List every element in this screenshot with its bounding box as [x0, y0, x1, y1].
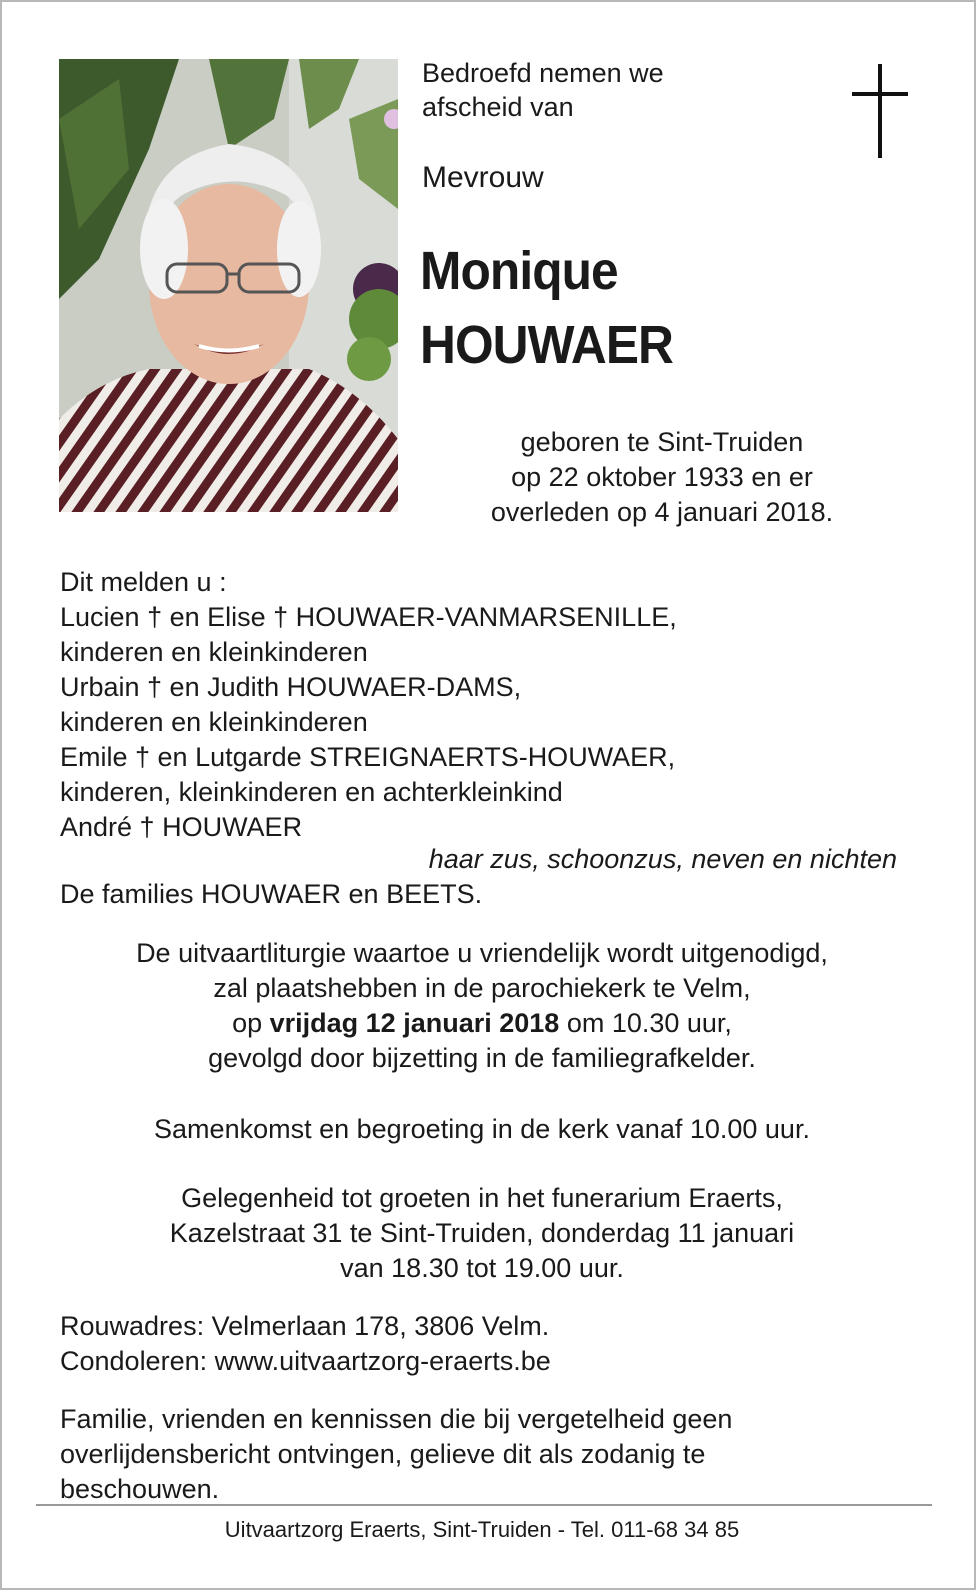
condolence-link[interactable]: Condoleren: www.uitvaartzorg-eraerts.be: [60, 1346, 551, 1376]
notice-line-3: beschouwen.: [60, 1474, 220, 1504]
liturgy-date: vrijdag 12 januari 2018: [269, 1008, 560, 1038]
liturgy-line-4: gevolgd door bijzetting in de familiegrafkelder.: [208, 1043, 756, 1073]
liturgy-time: om 10.30 uur,: [566, 1008, 732, 1038]
deceased-name: [420, 234, 673, 382]
portrait-photo: [59, 59, 398, 512]
viewing-info: [2, 1181, 962, 1286]
viewing-line-1: Gelegenheid tot groeten in het funerarium Eraerts,: [181, 1183, 783, 1213]
family-line: Urbain † en Judith HOUWAER-DAMS,: [60, 672, 522, 702]
liturgy-line-1: De uitvaartliturgie waartoe u vriendelijk wordt uitgenodigd,: [136, 938, 828, 968]
viewing-line-2: Kazelstraat 31 te Sint-Truiden, donderdag 11 januari: [169, 1218, 795, 1248]
contact-info: [60, 1309, 551, 1379]
liturgy-info: [2, 936, 962, 1076]
family-line: kinderen en kleinkinderen: [60, 707, 368, 737]
mourning-address: Rouwadres: Velmerlaan 178, 3806 Velm.: [60, 1311, 550, 1341]
title-word: Mevrouw: [422, 161, 544, 194]
liturgy-date-prefix: op: [232, 1008, 263, 1038]
family-line: kinderen, kleinkinderen en achterkleinkind: [60, 777, 563, 807]
family-line: kinderen en kleinkinderen: [60, 637, 368, 667]
intro-line-2: afscheid van: [422, 92, 574, 122]
footer-divider: [36, 1504, 932, 1506]
notice-line-1: Familie, vrienden en kennissen die bij vergetelheid geen: [60, 1404, 733, 1434]
family-line: Dit melden u :: [60, 567, 227, 597]
born-line-2: op 22 oktober 1933 en er: [511, 462, 813, 492]
liturgy-line-2: zal plaatshebben in de parochiekerk te Velm,: [213, 973, 751, 1003]
family-line: Emile † en Lutgarde STREIGNAERTS-HOUWAER,: [60, 742, 676, 772]
born-line-1: geboren te Sint-Truiden: [520, 427, 804, 457]
relatives-italic-line: haar zus, schoonzus, neven en nichten: [428, 844, 897, 874]
notice-text: [60, 1402, 940, 1507]
families-line: De families HOUWAER en BEETS.: [60, 879, 483, 909]
gathering-info: Samenkomst en begroeting in de kerk vanaf 10.00 uur.: [154, 1114, 810, 1144]
viewing-line-3: van 18.30 tot 19.00 uur.: [340, 1253, 624, 1283]
intro-text: [422, 56, 664, 124]
liturgy-line-3: [2, 1006, 962, 1041]
latin-cross-icon: [850, 64, 910, 158]
last-name: HOUWAER: [420, 315, 673, 375]
first-name: Monique: [420, 241, 618, 301]
born-line-3: overleden op 4 januari 2018.: [490, 497, 834, 527]
notice-line-2: overlijdensbericht ontvingen, gelieve dit als zodanig te: [60, 1439, 706, 1469]
intro-line-1: Bedroefd nemen we: [422, 58, 664, 88]
family-line: Lucien † en Elise † HOUWAER-VANMARSENILLE,: [60, 602, 677, 632]
footer-contact: Uitvaartzorg Eraerts, Sint-Truiden - Tel. 011-68 34 85: [224, 1517, 740, 1542]
family-line: André † HOUWAER: [60, 812, 303, 842]
family-list: [60, 565, 677, 845]
birth-death-info: [422, 425, 902, 530]
